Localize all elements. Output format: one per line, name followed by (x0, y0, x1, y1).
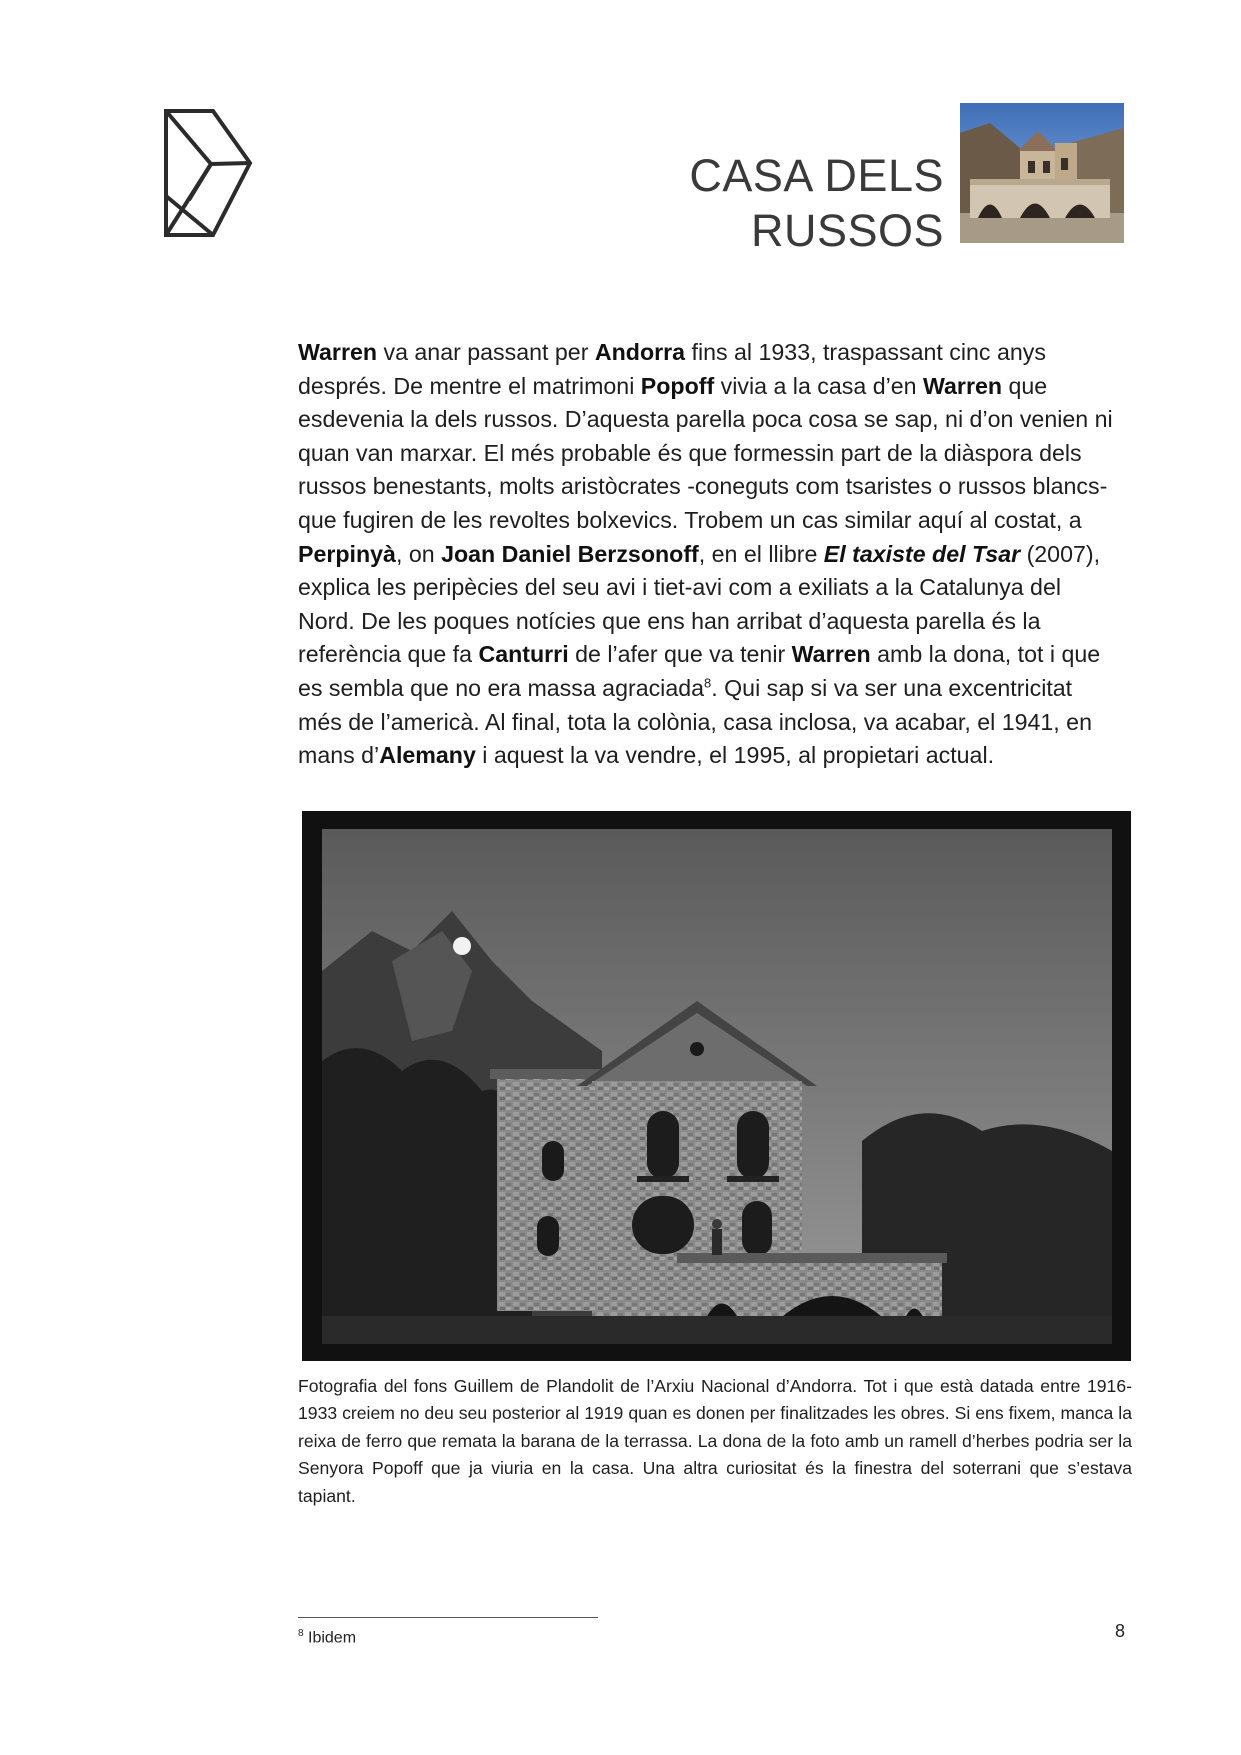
historic-house-photo (302, 811, 1131, 1361)
text-run: , on (395, 540, 442, 567)
text-run: . Qui sap si va ser una excentricitat més de l’americà. Al final, tota la colònia, casa inclosa, va acabar, el 1941, en mans d’ (298, 674, 1092, 769)
book-title: El taxiste del Tsar (823, 540, 1021, 567)
photo-caption: Fotografia del fons Guillem de Plandolit de l’Arxiu Nacional d’Andorra. Tot i que està datada entre 1916-1933 creiem no deu seu posterior al 1919 quan es donen per finalitzades les obres. Si ens fixem, manca la reixa de ferro que remata la barana de la terrassa. La dona de la foto amb un ramell d’herbes podria ser la Senyora Popoff que ja viuria en la casa. Una altra curiositat és la finestra del soterrani que s’estava tapiant. (298, 1376, 1132, 1506)
footnote (298, 1628, 356, 1647)
footnote-text: Ibidem (303, 1629, 357, 1647)
text-run: que esdevenia la dels russos. D’aquesta parella poca cosa se sap, ni d’on venien ni quan van marxar. El més probable és que formessin part de la diàspora dels russos benestants, molts aristòcrates -coneguts com tsaristes o russos blancs- que fugiren de les revoltes bolxevics. Trobem un cas similar aquí al costat, a (298, 372, 1113, 533)
title-line-2: RUSSOS (750, 205, 944, 256)
text-warren: Warren (298, 339, 378, 365)
text-andorra: Andorra (594, 339, 686, 365)
text-popoff: Popoff (640, 372, 715, 399)
page-title (524, 148, 944, 258)
body-paragraph (298, 336, 1116, 773)
text-run: , en el llibre (698, 540, 824, 567)
text-run: i aquest la va vendre, el 1995, al propietari actual. (475, 742, 995, 769)
text-run: fins al 1933, traspassant cinc anys després. De mentre el matrimoni (298, 339, 1046, 399)
text-canturri: Canturri (478, 641, 569, 668)
page-number: 8 (1115, 1621, 1126, 1641)
footnote-divider (298, 1617, 598, 1618)
text-perpinya: Perpinyà (298, 540, 396, 567)
title-line-1: CASA DELS (689, 150, 944, 201)
text-run: va anar passant per (377, 339, 595, 365)
text-run: amb la dona, tot i que es sembla que no era massa agraciada (298, 641, 1101, 701)
text-warren: Warren (791, 641, 871, 668)
footnote-number: 8 (298, 1628, 304, 1639)
text-warren: Warren (923, 372, 1003, 399)
text-run: de l’afer que va tenir (568, 641, 792, 668)
footnote-ref[interactable]: 8 (704, 675, 712, 691)
text-run: vivia a la casa d’en (714, 372, 924, 399)
house-photo-thumbnail (960, 103, 1124, 243)
geometric-d-logo-icon (163, 108, 253, 238)
text-run: (2007), explica les peripècies del seu avi i tiet-avi com a exiliats a la Catalunya del Nord. De les poques notícies que ens han arribat d’aquesta parella és la referència que fa (298, 540, 1101, 668)
text-alemany: Alemany (379, 742, 476, 769)
text-berzsonoff: Joan Daniel Berzsonoff (441, 540, 699, 567)
